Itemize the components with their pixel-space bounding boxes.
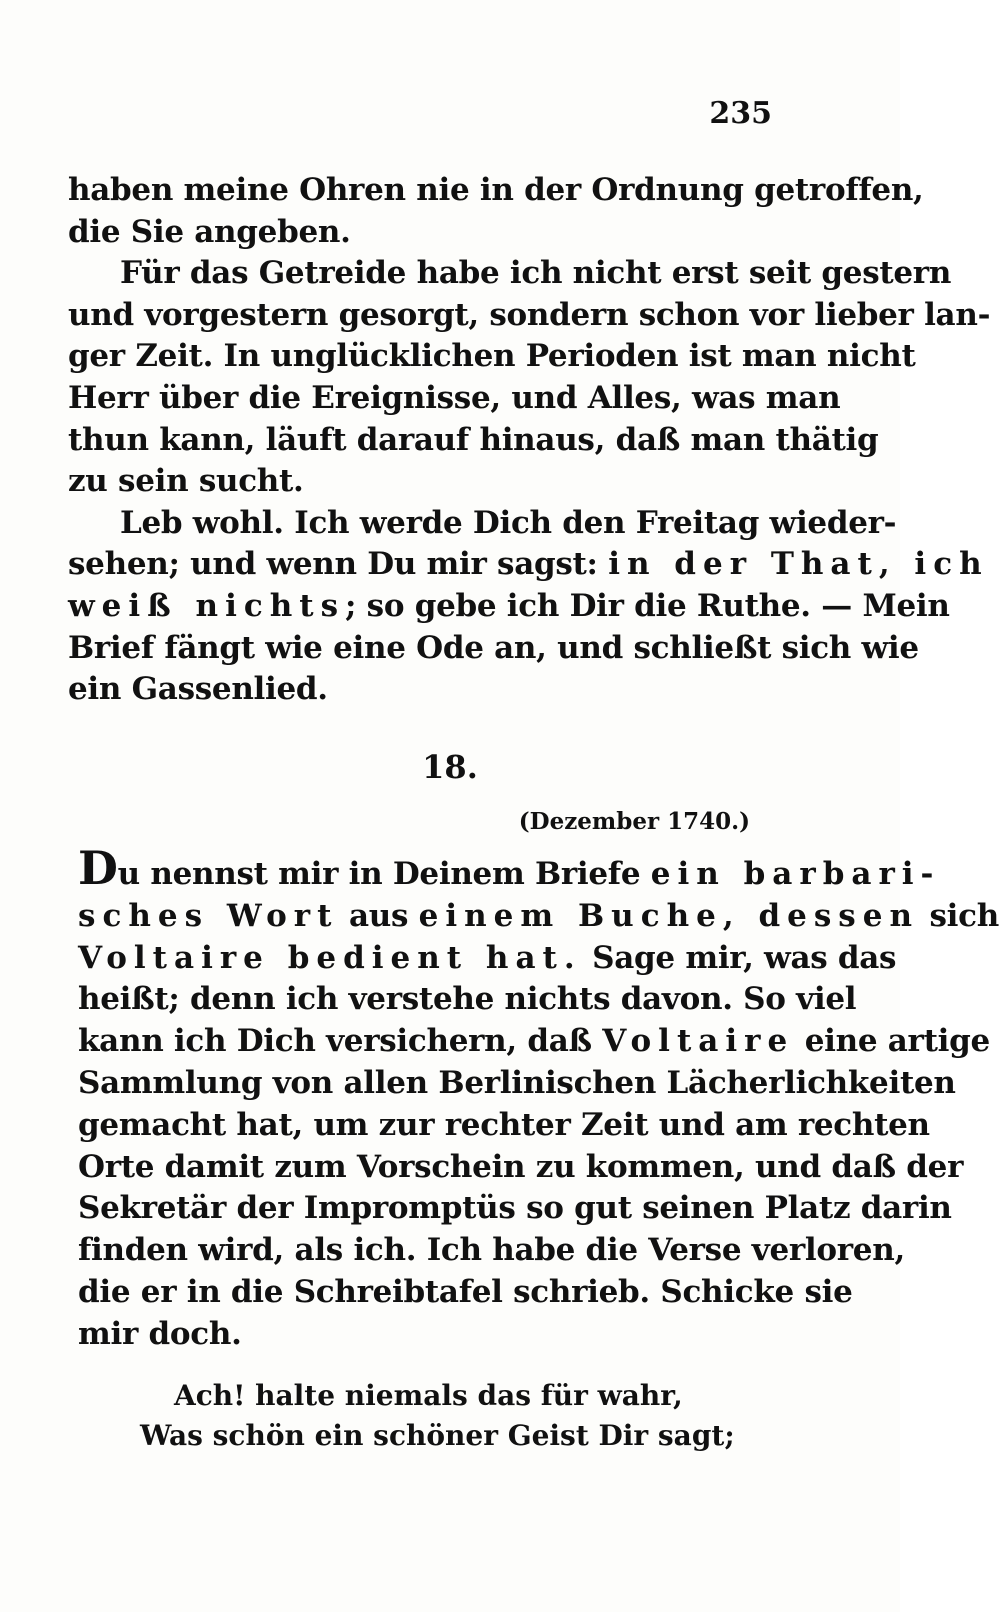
text-run: ; so gebe ich Dir die Ruthe. — Mein bbox=[345, 587, 950, 624]
text-run: sehen; und wenn Du mir sagst: bbox=[68, 546, 609, 583]
text-line: Sekretär der Impromptüs so gut seinen Platz darin bbox=[78, 1190, 952, 1227]
text-line: ein Gassenlied. bbox=[68, 671, 328, 708]
text-line: finden wird, als ich. Ich habe die Verse verloren, bbox=[78, 1232, 905, 1269]
emphasized-text: weiß nichts bbox=[68, 587, 346, 624]
text-line bbox=[78, 896, 999, 938]
text-run: sich bbox=[919, 897, 999, 934]
text-line: heißt; denn ich verstehe nichts davon. So viel bbox=[78, 981, 857, 1018]
verse-line: Ach! halte niemals das für wahr, bbox=[174, 1379, 683, 1412]
text-line: die Sie angeben. bbox=[68, 213, 351, 250]
continued-letter-text bbox=[68, 170, 991, 711]
text-line: gemacht hat, um zur rechter Zeit und am rechten bbox=[78, 1106, 930, 1143]
text-line: Brief fängt wie eine Ode an, und schließt sich wie bbox=[68, 629, 919, 666]
emphasized-text: Voltaire bbox=[602, 1023, 795, 1060]
text-line: die er in die Schreibtafel schrieb. Schicke sie bbox=[78, 1273, 853, 1310]
text-line: ger Zeit. In unglücklichen Perioden ist man nicht bbox=[68, 338, 916, 375]
letter-date: (Dezember 1740.) bbox=[518, 808, 750, 835]
text-line bbox=[68, 586, 950, 628]
verse-line: Was schön ein schöner Geist Dir sagt; bbox=[140, 1419, 735, 1452]
text-run: kann ich Dich versichern, daß bbox=[78, 1023, 603, 1060]
text-line: zu sein sucht. bbox=[68, 463, 304, 500]
text-line: Sammlung von allen Berlinischen Lächerlichkeiten bbox=[78, 1064, 956, 1101]
text-line: und vorgestern gesorgt, sondern schon vor lieber lan- bbox=[68, 296, 991, 333]
text-line: mir doch. bbox=[78, 1315, 242, 1352]
text-line: Herr über die Ereignisse, und Alles, was man bbox=[68, 379, 841, 416]
text-line bbox=[78, 938, 897, 980]
letter-text bbox=[78, 841, 999, 1356]
text-line bbox=[78, 841, 941, 896]
verse bbox=[140, 1376, 735, 1456]
emphasized-text: sches Wort bbox=[78, 897, 339, 934]
emphasized-text: Voltaire bedient hat. bbox=[78, 939, 582, 976]
text-run: Sage mir, was das bbox=[581, 939, 897, 976]
drop-cap: D bbox=[78, 841, 118, 895]
text-line: Leb wohl. Ich werde Dich den Freitag wieder- bbox=[120, 504, 897, 541]
text-line bbox=[68, 544, 989, 586]
text-run: eine artige bbox=[794, 1023, 990, 1060]
text-line: Orte damit zum Vorschein zu kommen, und daß der bbox=[78, 1148, 964, 1185]
page-number: 235 bbox=[709, 96, 772, 131]
text-line: thun kann, läuft darauf hinaus, daß man thätig bbox=[68, 421, 879, 458]
text-line bbox=[78, 1021, 990, 1063]
text-run: u nennst mir in Deinem Briefe bbox=[117, 856, 651, 892]
emphasized-text: ein barbari- bbox=[650, 856, 941, 892]
emphasized-text: einem Buche, dessen bbox=[418, 897, 920, 934]
text-run: aus bbox=[338, 897, 419, 934]
text-line: haben meine Ohren nie in der Ordnung getroffen, bbox=[68, 172, 924, 208]
emphasized-text: in der That, ich bbox=[608, 546, 989, 583]
text-line: Für das Getreide habe ich nicht erst seit gestern bbox=[120, 255, 952, 292]
letter-number: 18. bbox=[422, 748, 478, 786]
